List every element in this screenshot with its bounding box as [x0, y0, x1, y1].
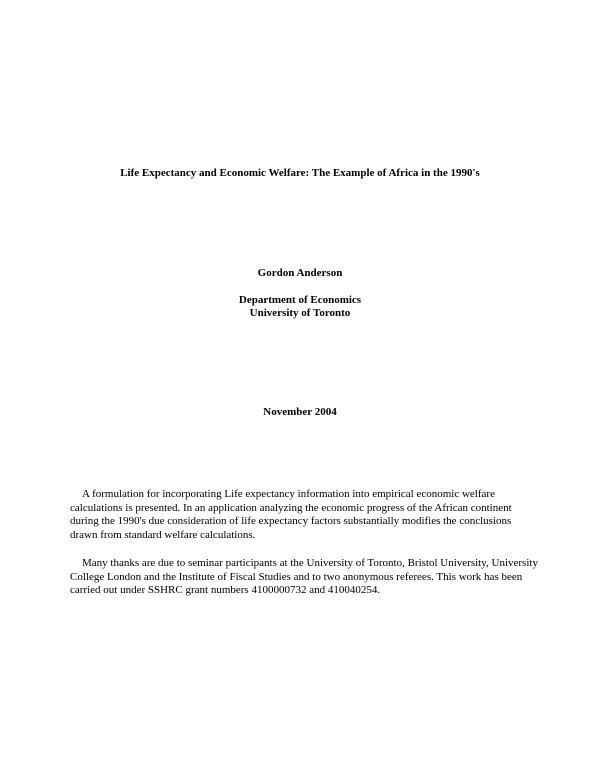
- abstract-paragraph: A formulation for incorporating Life expectancy information into empirical economic welfare calculations is presented. In an application analyzing the economic progress of the African continent during the 1990's due consideration of life expectancy factors substantially modifies the conclusions drawn from standard welfare calculations.: [70, 488, 512, 541]
- author-name: Gordon Anderson: [257, 267, 343, 279]
- publication-date: November 2004: [263, 406, 337, 418]
- paper-title: Life Expectancy and Economic Welfare: The Example of Africa in the 1990's: [120, 167, 480, 179]
- department: Department of Economics: [238, 294, 362, 306]
- affiliation: [0, 294, 600, 320]
- acknowledgements-paragraph: Many thanks are due to seminar participants at the University of Toronto, Bristol University, University College London and the Institute of Fiscal Studies and to two anonymous referees. This work has been carried out under SSHRC grant numbers 4100000732 and 410040254.: [70, 557, 538, 596]
- university: University of Toronto: [249, 307, 351, 319]
